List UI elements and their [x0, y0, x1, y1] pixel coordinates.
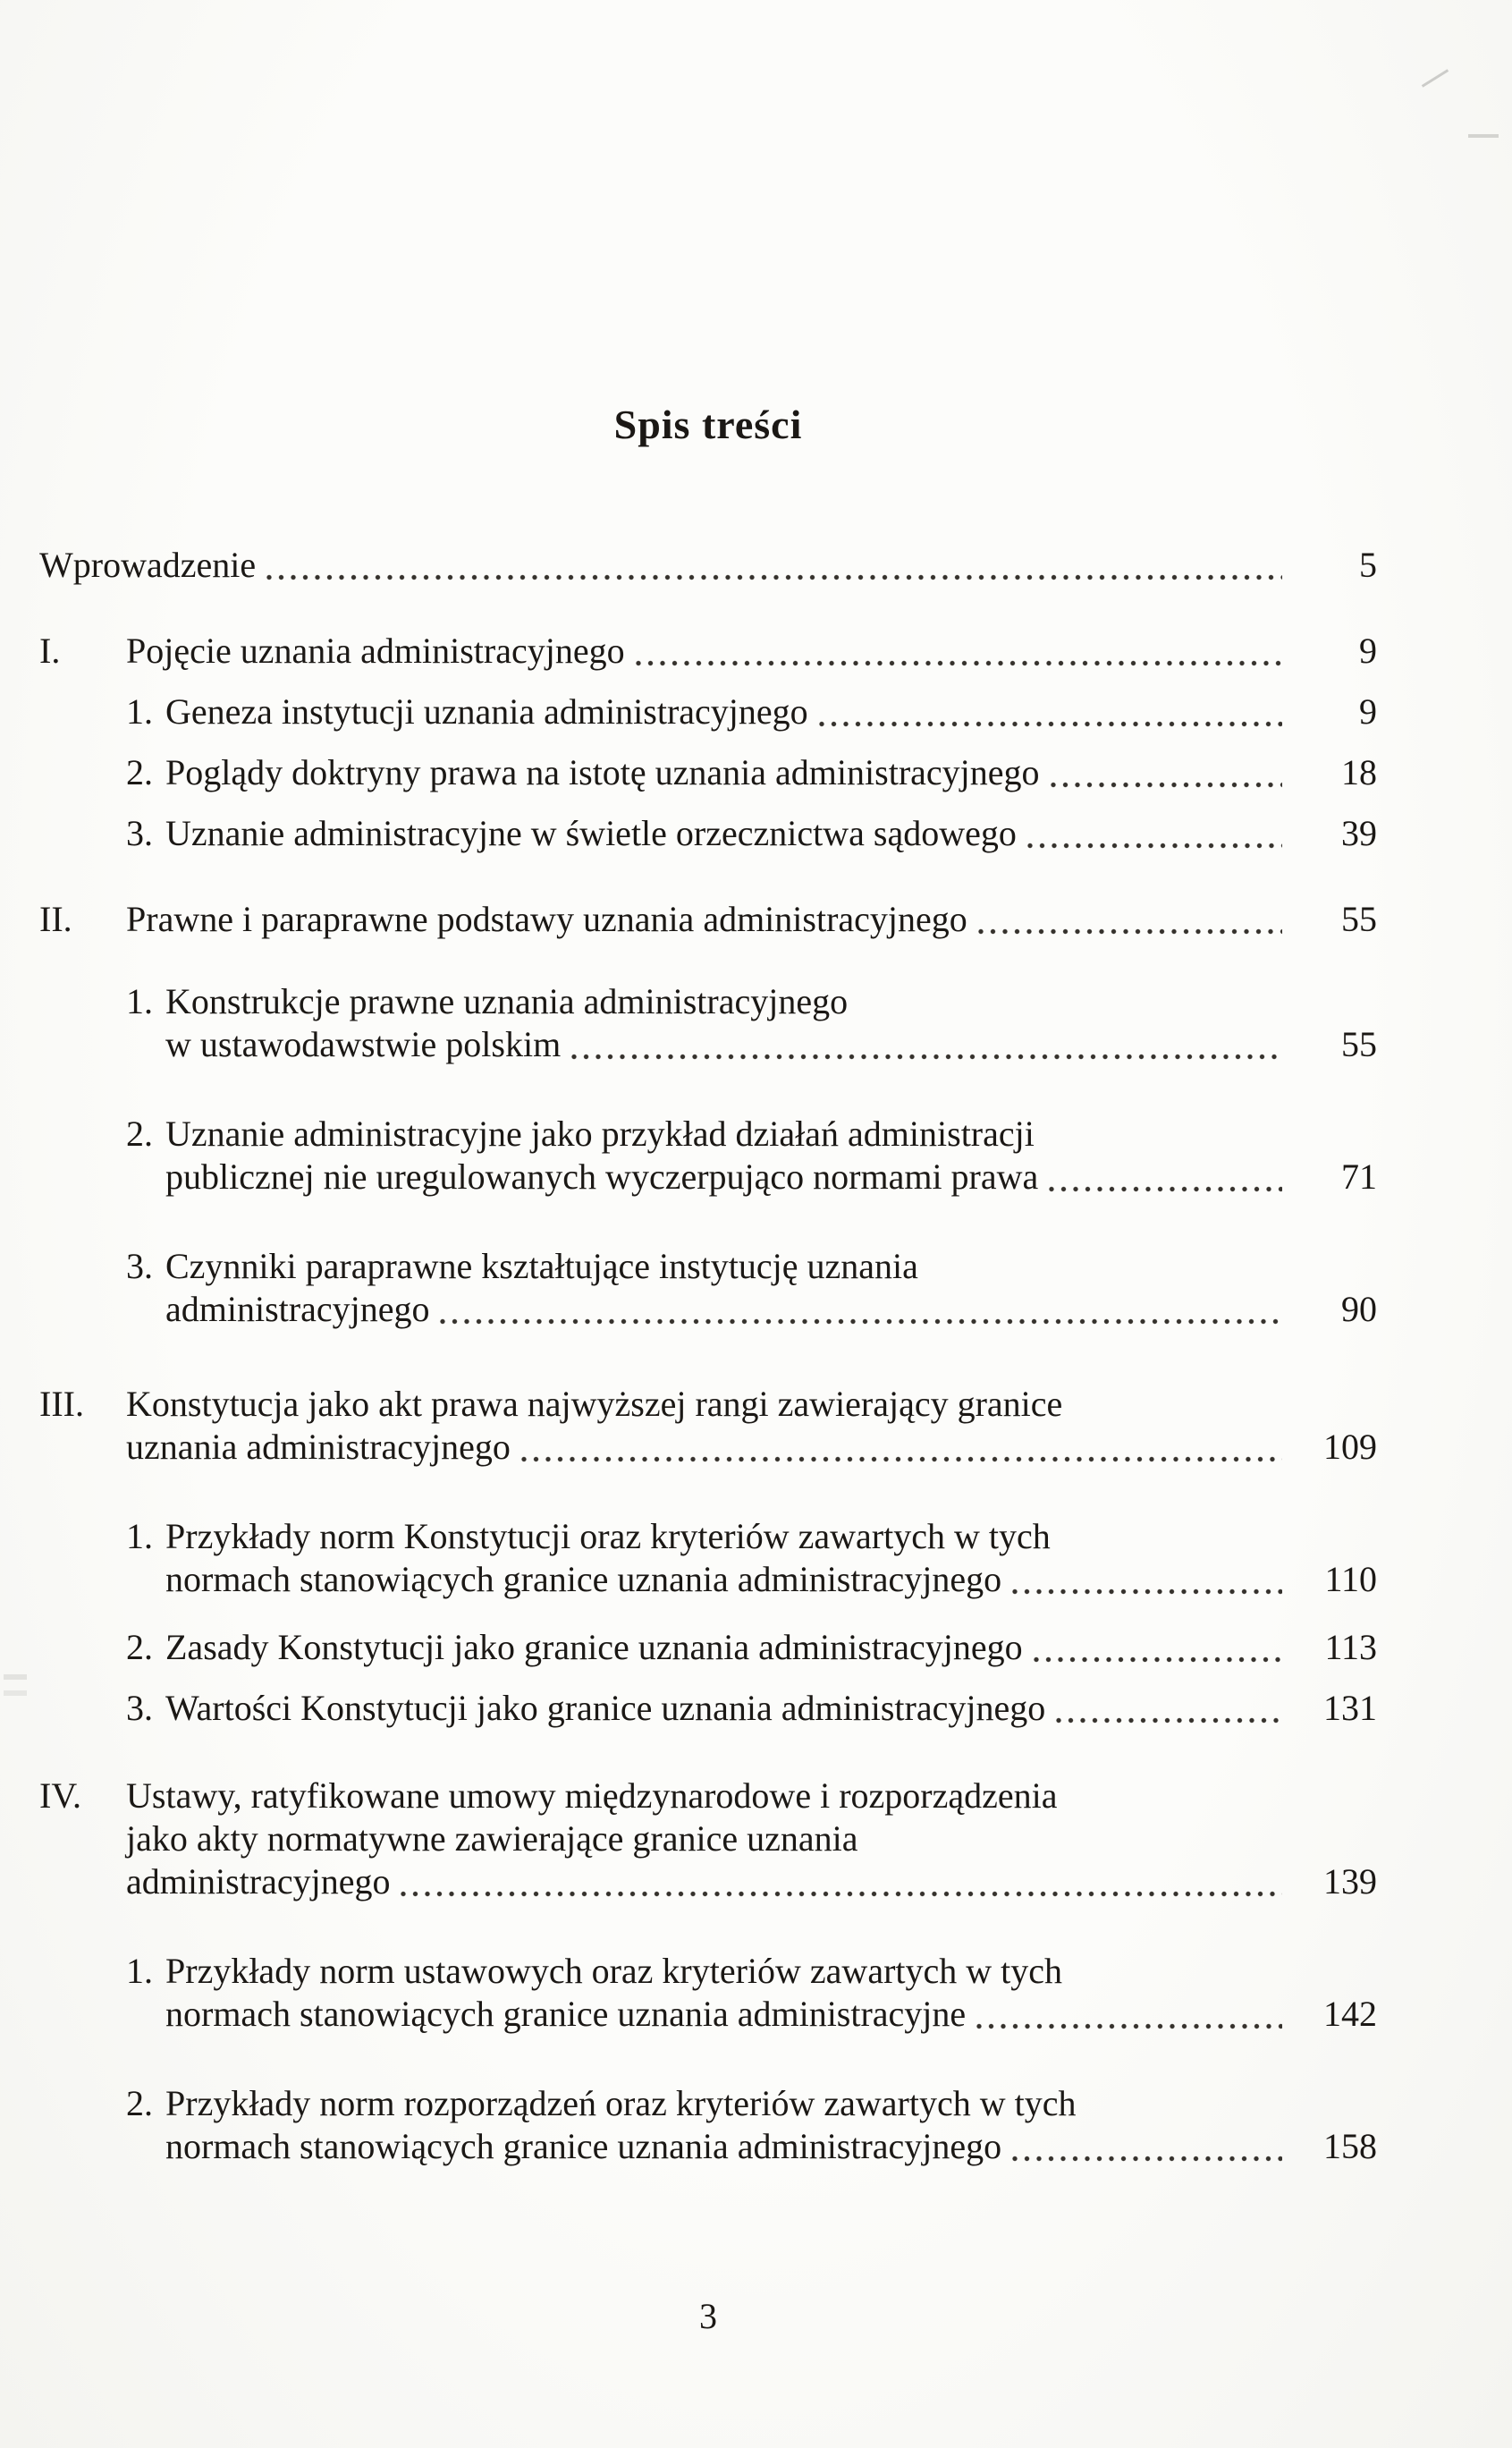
toc-entry-line [126, 690, 1377, 733]
toc-entry-number: 2. [126, 2083, 153, 2123]
toc-entry-page: 131 [1323, 1688, 1377, 1728]
toc-entry-line [126, 1993, 1377, 2036]
toc-entry-line [39, 630, 1377, 673]
toc-entry-text: normach stanowiących granice uznania administracyjnego [165, 1559, 1002, 1599]
toc-entry-text: Czynniki paraprawne kształtujące instytucję uznania [165, 1246, 918, 1286]
dot-leader [521, 1455, 1282, 1463]
toc-entry [39, 898, 1377, 941]
toc-entry-text: jako akty normatywne zawierające granice uznania [126, 1818, 858, 1859]
toc-content [39, 401, 1377, 2193]
toc-entry [126, 1245, 1377, 1331]
toc-entry-number: II. [39, 899, 72, 939]
toc-entry-text: Przykłady norm Konstytucji oraz kryteriów zawartych w tych [165, 1516, 1051, 1556]
scan-artifact [1422, 69, 1449, 88]
toc-entry-number: 1. [126, 981, 153, 1021]
toc-entry-number: 2. [126, 1114, 153, 1154]
toc-entry-number: IV. [39, 1775, 82, 1816]
toc-entry-line [126, 2082, 1377, 2125]
toc-entry [126, 1515, 1377, 1601]
toc-entry-page: 18 [1341, 752, 1377, 792]
toc-entry-text: normach stanowiących granice uznania administracyjnego [165, 2126, 1002, 2166]
toc-entry-number: 1. [126, 691, 153, 732]
toc-entry [39, 1775, 1377, 1903]
toc-entry [39, 630, 1377, 673]
dot-leader [1012, 2155, 1282, 2163]
toc-entry-line [126, 1288, 1377, 1331]
dot-leader [978, 928, 1282, 936]
toc-entry-page: 113 [1324, 1627, 1377, 1667]
toc-entry-page: 9 [1359, 631, 1377, 671]
toc-entry-line [126, 1626, 1377, 1669]
dot-leader [1051, 781, 1282, 789]
toc-entry [126, 690, 1377, 733]
toc-entry-line [126, 1515, 1377, 1558]
toc-entry-page: 39 [1341, 813, 1377, 853]
toc-list [39, 544, 1377, 2193]
scan-artifact [4, 1674, 27, 1710]
toc-entry-line [126, 1156, 1377, 1199]
toc-entry-page: 139 [1323, 1861, 1377, 1902]
dot-leader [1012, 1588, 1282, 1596]
dot-leader [819, 720, 1282, 728]
toc-entry-page: 90 [1341, 1289, 1377, 1329]
toc-entry [126, 1687, 1377, 1730]
toc-entry-text: Ustawy, ratyfikowane umowy międzynarodowe i rozporządzenia [126, 1775, 1058, 1816]
toc-entry-line [126, 980, 1377, 1023]
toc-entry-line [126, 1113, 1377, 1156]
toc-entry-text: Konstrukcje prawne uznania administracyjnego [165, 981, 849, 1021]
toc-entry-number: 3. [126, 1246, 153, 1286]
dot-leader [571, 1053, 1282, 1061]
toc-entry-line [126, 2125, 1377, 2168]
page-number: 3 [699, 2296, 717, 2336]
toc-entry-line [39, 1383, 1377, 1426]
toc-entry-page: 5 [1359, 545, 1377, 585]
dot-leader [1049, 1185, 1282, 1193]
toc-entry-text: Zasady Konstytucji jako granice uznania administracyjnego [165, 1627, 1023, 1667]
toc-entry-text: Uznanie administracyjne w świetle orzecznictwa sądowego [165, 813, 1017, 853]
toc-entry [126, 980, 1377, 1066]
dot-leader [440, 1317, 1282, 1326]
toc-entry [39, 544, 1377, 587]
toc-entry-text: Konstytucja jako akt prawa najwyższej rangi zawierający granice [126, 1384, 1063, 1424]
dot-leader [401, 1890, 1282, 1898]
toc-entry-page: 158 [1323, 2126, 1377, 2166]
toc-entry [126, 2082, 1377, 2168]
page-title: Spis treści [613, 402, 803, 447]
toc-entry-number: 1. [126, 1516, 153, 1556]
toc-entry-line [39, 898, 1377, 941]
toc-entry-number: 2. [126, 1627, 153, 1667]
toc-entry-text: normach stanowiących granice uznania administracyjne [165, 1994, 967, 2034]
dot-leader [1056, 1716, 1282, 1724]
toc-entry-text: uznania administracyjnego [126, 1427, 511, 1467]
toc-entry-page: 55 [1341, 899, 1377, 939]
toc-entry-number: 2. [126, 752, 153, 792]
toc-entry-line [39, 1817, 1377, 1860]
toc-entry-line [126, 1687, 1377, 1730]
dot-leader [1034, 1656, 1282, 1664]
toc-entry-text: Geneza instytucji uznania administracyjnego [165, 691, 808, 732]
toc-entry-text: Uznanie administracyjne jako przykład działań administracji [165, 1114, 1035, 1154]
toc-entry-text: publicznej nie uregulowanych wyczerpująco normami prawa [165, 1156, 1039, 1197]
toc-entry [126, 812, 1377, 855]
toc-entry-text: Przykłady norm ustawowych oraz kryteriów zawartych w tych [165, 1951, 1063, 1991]
toc-entry [126, 1950, 1377, 2036]
toc-entry-page: 9 [1359, 691, 1377, 732]
toc-entry-text: Pojęcie uznania administracyjnego [126, 631, 625, 671]
dot-leader [266, 573, 1282, 581]
toc-entry [126, 751, 1377, 794]
toc-entry-page: 110 [1324, 1559, 1377, 1599]
toc-entry-number: III. [39, 1384, 84, 1424]
toc-entry-line [126, 751, 1377, 794]
toc-entry-line [126, 1558, 1377, 1601]
toc-entry-number: 3. [126, 1688, 153, 1728]
toc-entry-line [126, 1950, 1377, 1993]
toc-entry-line [126, 812, 1377, 855]
toc-entry [126, 1113, 1377, 1199]
toc-entry-text: Przykłady norm rozporządzeń oraz kryteriów zawartych w tych [165, 2083, 1077, 2123]
toc-entry-line [39, 1426, 1377, 1469]
toc-entry-number: 1. [126, 1951, 153, 1991]
toc-entry-line [39, 544, 1377, 587]
toc-entry [39, 1383, 1377, 1469]
dot-leader [636, 659, 1282, 667]
toc-entry-line [126, 1245, 1377, 1288]
toc-entry-page: 55 [1341, 1024, 1377, 1064]
toc-entry-text: Prawne i paraprawne podstawy uznania administracyjnego [126, 899, 967, 939]
toc-entry-text: Wprowadzenie [39, 545, 257, 585]
toc-entry [126, 1626, 1377, 1669]
toc-entry-line [39, 1860, 1377, 1903]
toc-entry-text: administracyjnego [165, 1289, 430, 1329]
toc-entry-line [39, 1775, 1377, 1817]
toc-entry-text: w ustawodawstwie polskim [165, 1024, 562, 1064]
toc-entry-number: 3. [126, 813, 153, 853]
dot-leader [976, 2022, 1282, 2030]
toc-entry-text: Poglądy doktryny prawa na istotę uznania administracyjnego [165, 752, 1040, 792]
toc-entry-text: administracyjnego [126, 1861, 391, 1902]
dot-leader [1027, 842, 1282, 850]
toc-entry-page: 142 [1323, 1994, 1377, 2034]
toc-entry-page: 109 [1323, 1427, 1377, 1467]
toc-entry-page: 71 [1341, 1156, 1377, 1197]
toc-entry-line [126, 1023, 1377, 1066]
scan-artifact [1468, 134, 1499, 138]
toc-entry-number: I. [39, 631, 61, 671]
toc-entry-text: Wartości Konstytucji jako granice uznania administracyjnego [165, 1688, 1046, 1728]
